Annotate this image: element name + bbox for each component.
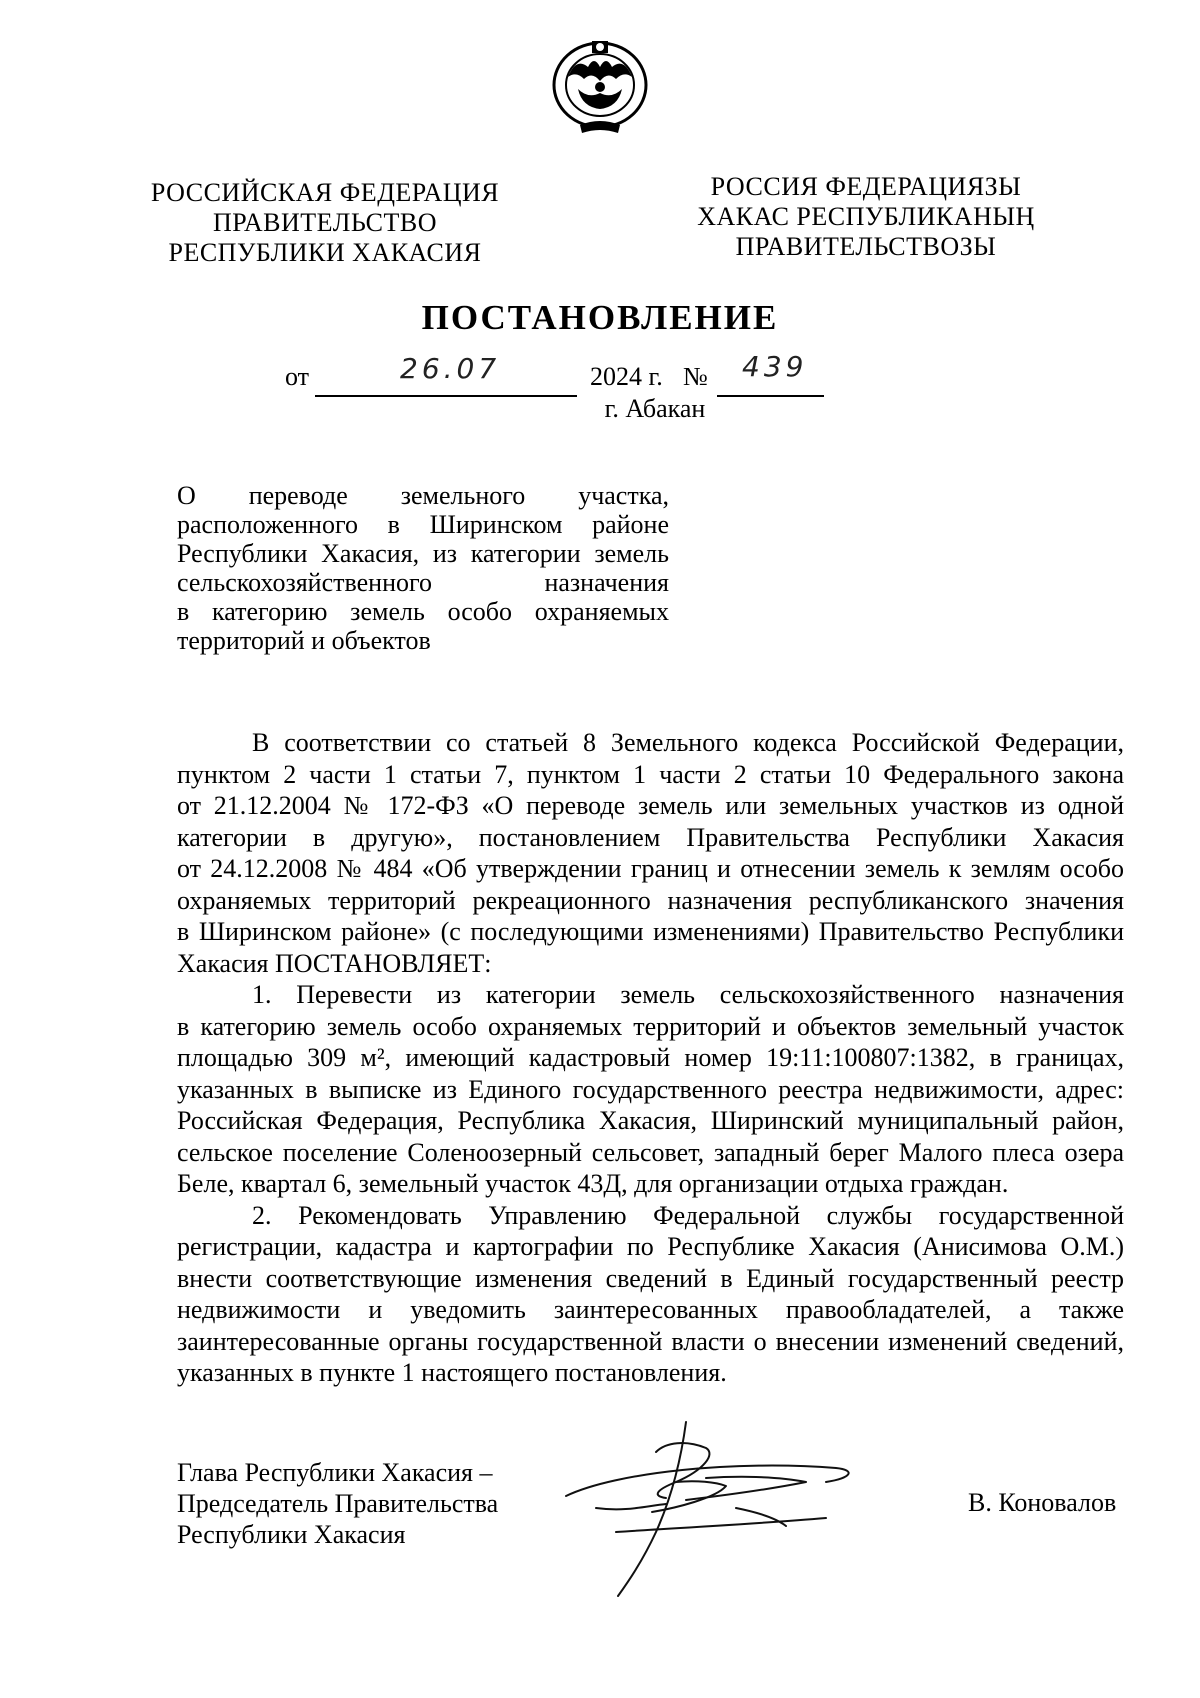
body-line: охраняемых территорий рекреационного назначения республиканского значения — [177, 885, 1124, 915]
subject-line: расположенного в Ширинском районе — [177, 510, 669, 539]
body-line: от 24.12.2008 № 484 «Об утверждении границ и отнесении земель к землям особо — [177, 854, 1124, 883]
subject-line: Республики Хакасия, из категории земель — [177, 539, 669, 568]
header-left-line: РЕСПУБЛИКИ ХАКАСИЯ — [168, 238, 482, 267]
body-line: 2. Рекомендовать Управлению Федеральной службы государственной — [252, 1200, 1124, 1230]
header-right — [688, 172, 1044, 262]
body-line: пунктом 2 части 1 статьи 7, пунктом 1 части 2 статьи 10 Федерального закона — [177, 759, 1124, 789]
body-line: Беле, квартал 6, земельный участок 43Д, для организации отдыха граждан. — [177, 1169, 1009, 1198]
city — [0, 394, 1200, 424]
signatory-position-line: Глава Республики Хакасия – — [177, 1458, 493, 1487]
body-line: недвижимости и уведомить заинтересованных правообладателей, а также — [177, 1295, 1124, 1324]
header-left — [150, 178, 500, 268]
body-line: заинтересованные органы государственной власти о внесении изменений сведений, — [177, 1326, 1124, 1356]
body-line: указанных в пункте 1 настоящего постановления. — [177, 1358, 727, 1387]
subject-line: сельскохозяйственного назначения — [177, 568, 669, 597]
year-label: 2024 г. — [590, 362, 663, 391]
body-line: площадью 309 м², имеющий кадастровый номер 19:11:100807:1382, в границах, — [177, 1043, 1124, 1072]
header-right-line: ПРАВИТЕЛЬСТВОЗЫ — [735, 232, 997, 261]
body-text — [177, 727, 1124, 1389]
handwritten-signature — [556, 1412, 886, 1602]
date-from-label: от — [285, 362, 310, 391]
body-line: указанных в выписке из Единого государственного реестра недвижимости, адрес: — [177, 1074, 1124, 1104]
body-line: в Ширинском районе» (с последующими изменениями) Правительство Республики — [177, 917, 1124, 946]
header-right-line: ХАКАС РЕСПУБЛИКАНЫҢ — [697, 202, 1035, 231]
body-line: В соответствии со статьей 8 Земельного кодекса Российской Федерации, — [252, 728, 1124, 757]
subject-block — [177, 481, 669, 655]
coat-of-arms-icon — [548, 37, 652, 137]
subject-line: в категорию земель особо охраняемых — [177, 597, 669, 626]
header-left-line: РОССИЙСКАЯ ФЕДЕРАЦИЯ — [150, 178, 500, 207]
body-line: регистрации, кадастра и картографии по Республике Хакасия (Анисимова О.М.) — [177, 1232, 1124, 1261]
header-left-line: ПРАВИТЕЛЬСТВО — [213, 208, 437, 237]
body-line: Хакасия ПОСТАНОВЛЯЕТ: — [177, 948, 492, 978]
document-title: ПОСТАНОВЛЕНИЕ — [421, 298, 779, 337]
number-handwritten: 439 — [742, 350, 808, 383]
subject-line: территорий и объектов — [177, 626, 431, 655]
body-line: категории в другую», постановлением Правительства Республики Хакасия — [177, 822, 1124, 852]
subject-line: О переводе земельного участка, — [177, 481, 669, 510]
date-handwritten: 26.07 — [400, 352, 501, 385]
signatory-name: В. Коновалов — [968, 1488, 1117, 1517]
body-line: в категорию земель особо охраняемых территорий и объектов земельный участок — [177, 1011, 1124, 1041]
body-line: от 21.12.2004 № 172-ФЗ «О переводе земель или земельных участков из одной — [177, 791, 1124, 820]
body-line: 1. Перевести из категории земель сельскохозяйственного назначения — [252, 980, 1124, 1009]
body-line: сельское поселение Соленоозерный сельсовет, западный берег Малого плеса озера — [177, 1137, 1124, 1167]
signatory-position — [177, 1457, 498, 1550]
city-label: г. Абакан — [604, 394, 706, 423]
number-label: № — [683, 362, 708, 391]
body-line: внести соответствующие изменения сведений в Единый государственный реестр — [177, 1263, 1124, 1293]
signatory-position-line: Республики Хакасия — [177, 1520, 406, 1549]
header-right-line: РОССИЯ ФЕДЕРАЦИЯЗЫ — [710, 172, 1022, 201]
body-line: Российская Федерация, Республика Хакасия, Ширинский муниципальный район, — [177, 1106, 1124, 1135]
signatory-position-line: Председатель Правительства — [177, 1489, 499, 1518]
